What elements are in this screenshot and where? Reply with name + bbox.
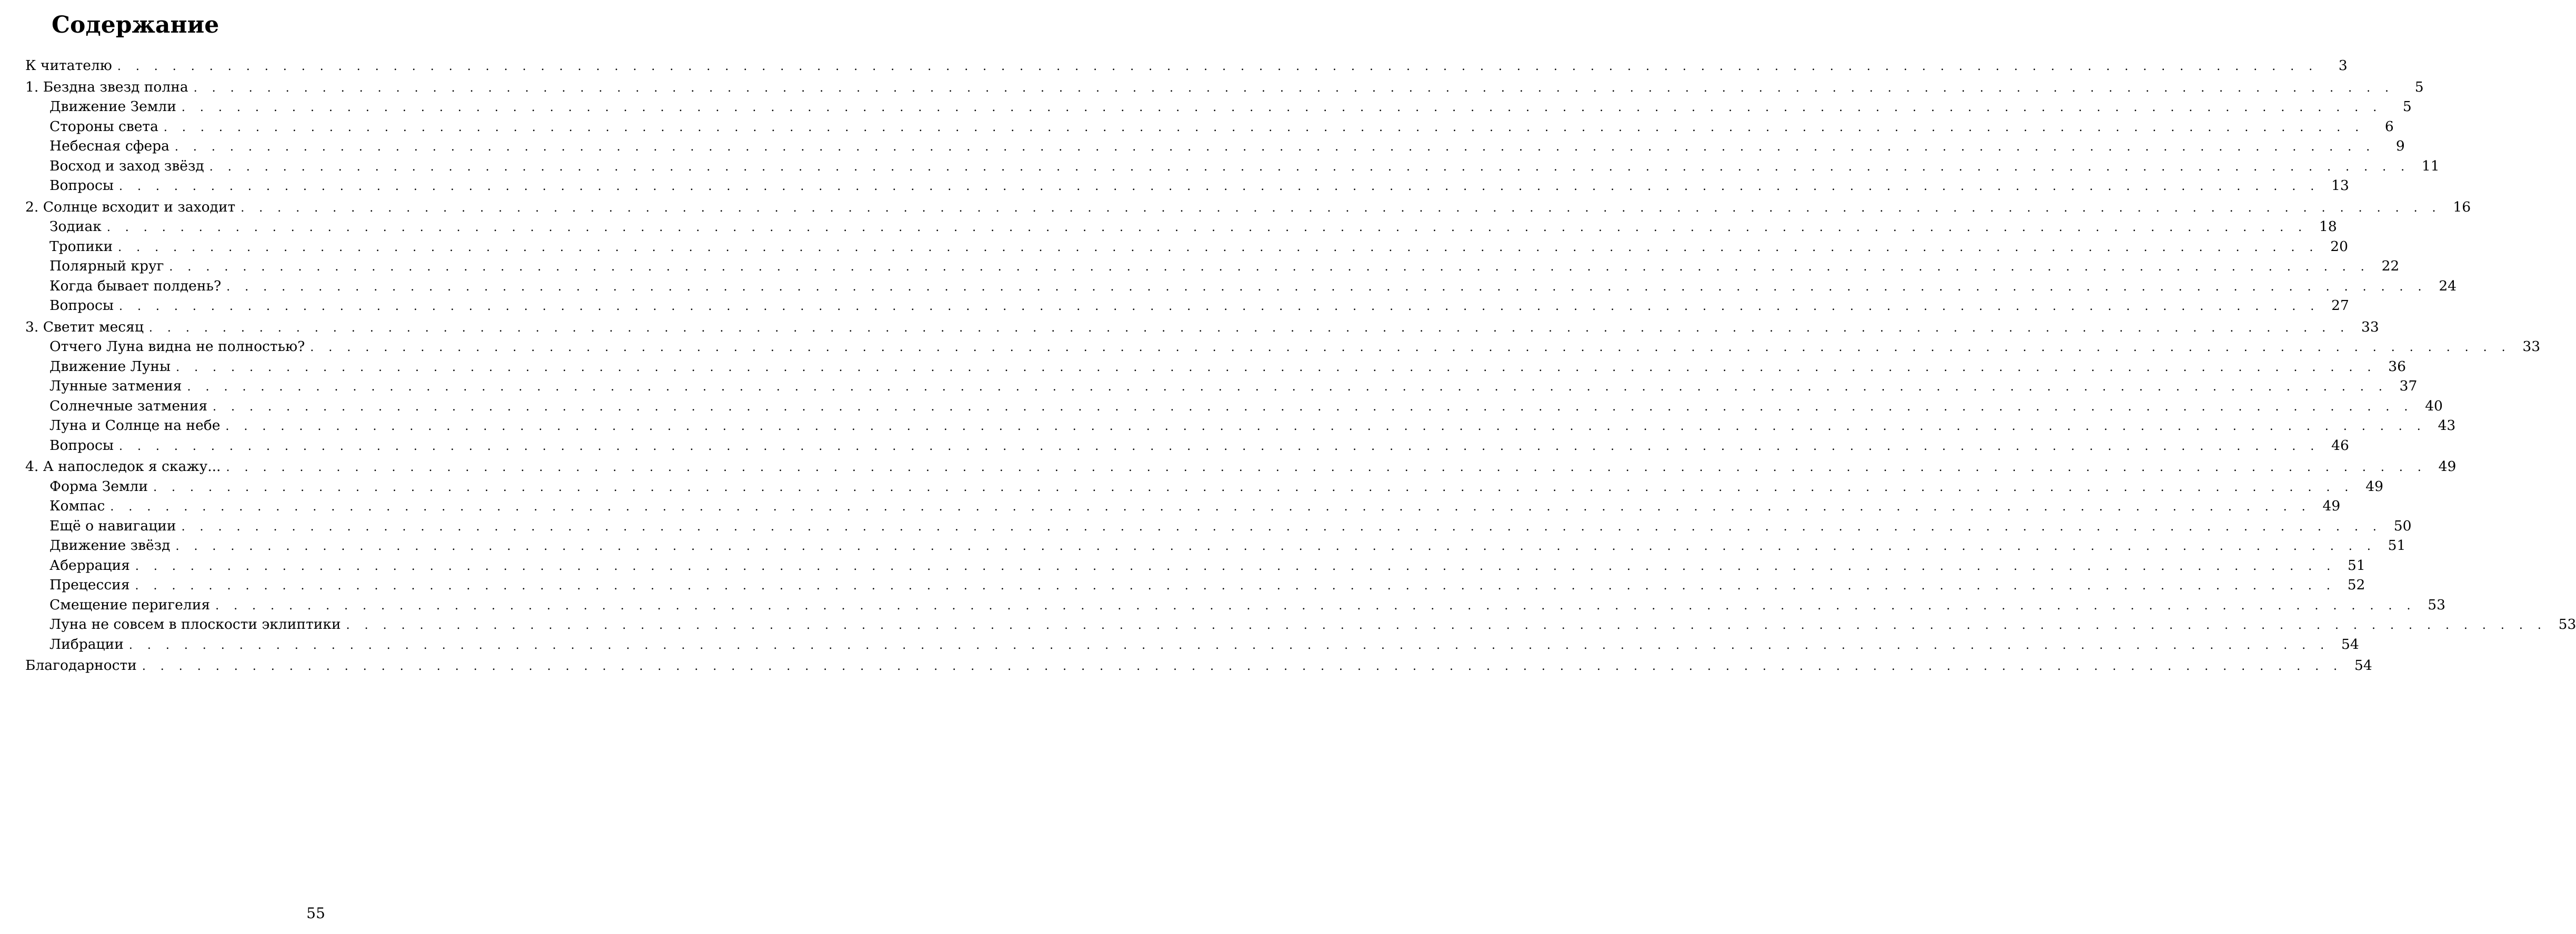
toc-entry-page: 33 (2522, 338, 2541, 355)
toc-dot-leader: . . . . . . . . . . . . . . . . . . . . . . . . . . . . . . . . . . . . . . . . . . . . . . . . . . . . . . . . . . . . . . . . . . . . . . . . . . . . . . . . . . . . . . . . . . . . . . . . . . . . . . . . . . . . . . . . . . . . . . . . (142, 660, 2343, 673)
toc-dot-leader: . . . . . . . . . . . . . . . . . . . . . . . . . . . . . . . . . . . . . . . . . . . . . . . . . . . . . . . . . . . . . . . . . . . . . . . . . . . . . . . . . . . . . . . . . . . . . . . . . . . . . . . . . . . . . . . . . . . . . . . . (169, 260, 2370, 274)
toc-section-entry[interactable] (25, 536, 2406, 556)
toc-dot-leader: . . . . . . . . . . . . . . . . . . . . . . . . . . . . . . . . . . . . . . . . . . . . . . . . . . . . . . . . . . . . . . . . . . . . . . . . . . . . . . . . . . . . . . . . . . . . . . . . . . . . . . . . . . . . . . . . . . . . . . . . (209, 160, 2410, 174)
toc-chapter-entry[interactable] (25, 77, 2424, 97)
toc-entry-page: 36 (2388, 358, 2406, 375)
toc-entry-label: Стороны света (49, 118, 158, 135)
toc-chapter-entry[interactable] (25, 317, 2379, 337)
toc-entry-label: Либрации (49, 636, 124, 652)
toc-entry-label: Вопросы (49, 437, 114, 454)
toc-entry-label: Луна не совсем в плоскости эклиптики (49, 616, 341, 632)
toc-dot-leader: . . . . . . . . . . . . . . . . . . . . . . . . . . . . . . . . . . . . . . . . . . . . . . . . . . . . . . . . . . . . . . . . . . . . . . . . . . . . . . . . . . . . . . . . . . . . . . . . . . . . . . . . . . . . . . . . . . . . . . . . (118, 300, 2320, 313)
toc-dot-leader: . . . . . . . . . . . . . . . . . . . . . . . . . . . . . . . . . . . . . . . . . . . . . . . . . . . . . . . . . . . . . . . . . . . . . . . . . . . . . . . . . . . . . . . . . . . . . . . . . . . . . . . . . . . . . . . . . . . . . . . . (193, 81, 2394, 95)
toc-entry-page: 9 (2395, 138, 2405, 154)
toc-entry-page: 24 (2439, 277, 2457, 294)
toc-section-entry[interactable] (25, 396, 2443, 416)
toc-entry-page: 49 (2322, 498, 2341, 514)
toc-entry-page: 49 (2365, 478, 2383, 495)
toc-entry-label: Луна и Солнце на небе (49, 417, 221, 434)
toc-section-entry[interactable] (25, 376, 2418, 396)
toc-dot-leader: . . . . . . . . . . . . . . . . . . . . . . . . . . . . . . . . . . . . . . . . . . . . . . . . . . . . . . . . . . . . . . . . . . . . . . . . . . . . . . . . . . . . . . . . . . . . . . . . . . . . . . . . . . . . . . . . . . . . . . . . (117, 60, 2318, 73)
toc-dot-leader: . . . . . . . . . . . . . . . . . . . . . . . . . . . . . . . . . . . . . . . . . . . . . . . . . . . . . . . . . . . . . . . . . . . . . . . . . . . . . . . . . . . . . . . . . . . . . . . . . . . . . . . . . . . . . . . . . . . . . . . . (118, 180, 2320, 193)
toc-entry-page: 46 (2331, 437, 2349, 454)
toc-entry-label: Восход и заход звёзд (49, 157, 204, 174)
toc-section-entry[interactable] (25, 436, 2349, 456)
toc-section-entry[interactable] (25, 615, 2576, 635)
toc-entry-page: 33 (2361, 318, 2379, 335)
toc-entry-page: 54 (2354, 657, 2372, 674)
toc-dot-leader: . . . . . . . . . . . . . . . . . . . . . . . . . . . . . . . . . . . . . . . . . . . . . . . . . . . . . . . . . . . . . . . . . . . . . . . . . . . . . . . . . . . . . . . . . . . . . . . . . . . . . . . . . . . . . . . . . . . . . . . . (148, 321, 2350, 335)
toc-dot-leader: . . . . . . . . . . . . . . . . . . . . . . . . . . . . . . . . . . . . . . . . . . . . . . . . . . . . . . . . . . . . . . . . . . . . . . . . . . . . . . . . . . . . . . . . . . . . . . . . . . . . . . . . . . . . . . . . . . . . . . . . (225, 420, 2427, 433)
toc-entry-label: Когда бывает полдень? (49, 277, 222, 294)
toc-entry-page: 27 (2331, 297, 2349, 314)
toc-entry-page: 3 (2338, 57, 2348, 74)
toc-section-entry[interactable] (25, 176, 2349, 196)
toc-section-entry[interactable] (25, 296, 2349, 316)
toc-section-entry[interactable] (25, 276, 2457, 296)
toc-entry-label: Небесная сфера (49, 138, 169, 154)
toc-dot-leader: . . . . . . . . . . . . . . . . . . . . . . . . . . . . . . . . . . . . . . . . . . . . . . . . . . . . . . . . . . . . . . . . . . . . . . . . . . . . . . . . . . . . . . . . . . . . . . . . . . . . . . . . . . . . . . . . . . . . . . . . (310, 341, 2511, 354)
toc-entry-page: 54 (2341, 636, 2359, 652)
toc-section-entry[interactable] (25, 136, 2405, 156)
page-title: Содержание (52, 12, 219, 38)
toc-section-entry[interactable] (25, 217, 2337, 237)
toc-section-entry[interactable] (25, 256, 2400, 276)
toc-dot-leader: . . . . . . . . . . . . . . . . . . . . . . . . . . . . . . . . . . . . . . . . . . . . . . . . . . . . . . . . . . . . . . . . . . . . . . . . . . . . . . . . . . . . . . . . . . . . . . . . . . . . . . . . . . . . . . . . . . . . . . . . (176, 360, 2377, 374)
toc-dot-leader: . . . . . . . . . . . . . . . . . . . . . . . . . . . . . . . . . . . . . . . . . . . . . . . . . . . . . . . . . . . . . . . . . . . . . . . . . . . . . . . . . . . . . . . . . . . . . . . . . . . . . . . . . . . . . . . . . . . . . . . . (213, 400, 2413, 414)
toc-entry-label: 2. Солнце всходит и заходит (25, 198, 236, 215)
toc-section-entry[interactable] (25, 635, 2359, 655)
toc-entry-label: 3. Светит месяц (25, 318, 144, 335)
toc-section-entry[interactable] (25, 416, 2456, 436)
toc-entry-page: 43 (2438, 417, 2456, 434)
toc-entry-page: 51 (2348, 557, 2365, 574)
toc-entry-label: Вопросы (49, 297, 114, 314)
toc-section-entry[interactable] (25, 516, 2412, 536)
toc-entry-label: Тропики (49, 238, 113, 255)
toc-entry-label: Смещение перигелия (49, 596, 211, 613)
toc-section-entry[interactable] (25, 117, 2394, 137)
toc-entry-label: Прецессия (49, 577, 130, 593)
toc-dot-leader: . . . . . . . . . . . . . . . . . . . . . . . . . . . . . . . . . . . . . . . . . . . . . . . . . . . . . . . . . . . . . . . . . . . . . . . . . . . . . . . . . . . . . . . . . . . . . . . . . . . . . . . . . . . . . . . . . . . . . . . . (135, 579, 2336, 592)
toc-entry-label: Форма Земли (49, 478, 148, 495)
toc-section-entry[interactable] (25, 237, 2349, 257)
toc-entry-label: 4. А напоследок я скажу... (25, 458, 221, 475)
toc-entry-label: Компас (49, 498, 105, 514)
toc-entry-page: 40 (2425, 397, 2443, 414)
toc-dot-leader: . . . . . . . . . . . . . . . . . . . . . . . . . . . . . . . . . . . . . . . . . . . . . . . . . . . . . . . . . . . . . . . . . . . . . . . . . . . . . . . . . . . . . . . . . . . . . . . . . . . . . . . . . . . . . . . . . . . . . . . . (118, 240, 2319, 254)
toc-chapter-entry[interactable] (25, 457, 2457, 477)
toc-entry-label: Вопросы (49, 177, 114, 194)
toc-entry-label: Движение Земли (49, 98, 176, 115)
toc-entry-page: 22 (2381, 258, 2400, 274)
toc-dot-leader: . . . . . . . . . . . . . . . . . . . . . . . . . . . . . . . . . . . . . . . . . . . . . . . . . . . . . . . . . . . . . . . . . . . . . . . . . . . . . . . . . . . . . . . . . . . . . . . . . . . . . . . . . . . . . . . . . . . . . . . . (118, 439, 2320, 453)
toc-entry-page: 6 (2384, 118, 2394, 135)
toc-dot-leader: . . . . . . . . . . . . . . . . . . . . . . . . . . . . . . . . . . . . . . . . . . . . . . . . . . . . . . . . . . . . . . . . . . . . . . . . . . . . . . . . . . . . . . . . . . . . . . . . . . . . . . . . . . . . . . . . . . . . . . . . (163, 120, 2364, 134)
toc-section-entry[interactable] (25, 556, 2365, 576)
toc-dot-leader: . . . . . . . . . . . . . . . . . . . . . . . . . . . . . . . . . . . . . . . . . . . . . . . . . . . . . . . . . . . . . . . . . . . . . . . . . . . . . . . . . . . . . . . . . . . . . . . . . . . . . . . . . . . . . . . . . . . . . . . . (346, 619, 2547, 632)
toc-dot-leader: . . . . . . . . . . . . . . . . . . . . . . . . . . . . . . . . . . . . . . . . . . . . . . . . . . . . . . . . . . . . . . . . . . . . . . . . . . . . . . . . . . . . . . . . . . . . . . . . . . . . . . . . . . . . . . . . . . . . . . . . (175, 540, 2377, 553)
toc-section-entry[interactable] (25, 337, 2541, 357)
toc-entry-page: 53 (2558, 616, 2576, 632)
toc-entry-label: Солнечные затмения (49, 397, 208, 414)
toc-section-entry[interactable] (25, 496, 2341, 516)
toc-dot-leader: . . . . . . . . . . . . . . . . . . . . . . . . . . . . . . . . . . . . . . . . . . . . . . . . . . . . . . . . . . . . . . . . . . . . . . . . . . . . . . . . . . . . . . . . . . . . . . . . . . . . . . . . . . . . . . . . . . . . . . . . (153, 480, 2354, 494)
toc-entry-page: 13 (2331, 177, 2349, 194)
toc-entry-label: Зодиак (49, 218, 102, 235)
toc-entry-label: Аберрация (49, 557, 130, 574)
toc-dot-leader: . . . . . . . . . . . . . . . . . . . . . . . . . . . . . . . . . . . . . . . . . . . . . . . . . . . . . . . . . . . . . . . . . . . . . . . . . . . . . . . . . . . . . . . . . . . . . . . . . . . . . . . . . . . . . . . . . . . . . . . . (226, 461, 2427, 474)
toc-entry-label: Благодарности (25, 657, 137, 674)
toc-chapter-entry[interactable] (25, 56, 2348, 76)
table-of-contents (25, 56, 2576, 676)
toc-chapter-entry[interactable] (25, 656, 2372, 676)
toc-section-entry[interactable] (25, 97, 2412, 117)
toc-dot-leader: . . . . . . . . . . . . . . . . . . . . . . . . . . . . . . . . . . . . . . . . . . . . . . . . . . . . . . . . . . . . . . . . . . . . . . . . . . . . . . . . . . . . . . . . . . . . . . . . . . . . . . . . . . . . . . . . . . . . . . . . (215, 599, 2416, 612)
toc-entry-page: 20 (2330, 238, 2349, 255)
toc-entry-page: 50 (2393, 517, 2412, 534)
toc-dot-leader: . . . . . . . . . . . . . . . . . . . . . . . . . . . . . . . . . . . . . . . . . . . . . . . . . . . . . . . . . . . . . . . . . . . . . . . . . . . . . . . . . . . . . . . . . . . . . . . . . . . . . . . . . . . . . . . . . . . . . . . . (187, 380, 2388, 394)
toc-entry-page: 53 (2428, 596, 2445, 613)
toc-entry-label: Отчего Луна видна не полностью? (49, 338, 305, 355)
toc-dot-leader: . . . . . . . . . . . . . . . . . . . . . . . . . . . . . . . . . . . . . . . . . . . . . . . . . . . . . . . . . . . . . . . . . . . . . . . . . . . . . . . . . . . . . . . . . . . . . . . . . . . . . . . . . . . . . . . . . . . . . . . . (128, 638, 2330, 652)
toc-entry-label: Полярный круг (49, 258, 164, 274)
toc-dot-leader: . . . . . . . . . . . . . . . . . . . . . . . . . . . . . . . . . . . . . . . . . . . . . . . . . . . . . . . . . . . . . . . . . . . . . . . . . . . . . . . . . . . . . . . . . . . . . . . . . . . . . . . . . . . . . . . . . . . . . . . . (174, 140, 2375, 154)
toc-entry-label: Ещё о навигации (49, 517, 176, 534)
toc-dot-leader: . . . . . . . . . . . . . . . . . . . . . . . . . . . . . . . . . . . . . . . . . . . . . . . . . . . . . . . . . . . . . . . . . . . . . . . . . . . . . . . . . . . . . . . . . . . . . . . . . . . . . . . . . . . . . . . . . . . . . . . . (181, 101, 2382, 114)
toc-dot-leader: . . . . . . . . . . . . . . . . . . . . . . . . . . . . . . . . . . . . . . . . . . . . . . . . . . . . . . . . . . . . . . . . . . . . . . . . . . . . . . . . . . . . . . . . . . . . . . . . . . . . . . . . . . . . . . . . . . . . . . . . (181, 520, 2382, 534)
toc-section-entry[interactable] (25, 575, 2365, 595)
toc-section-entry[interactable] (25, 477, 2383, 497)
toc-entry-page: 37 (2399, 378, 2418, 394)
page-number: 55 (306, 905, 325, 922)
toc-entry-page: 52 (2347, 577, 2365, 593)
toc-dot-leader: . . . . . . . . . . . . . . . . . . . . . . . . . . . . . . . . . . . . . . . . . . . . . . . . . . . . . . . . . . . . . . . . . . . . . . . . . . . . . . . . . . . . . . . . . . . . . . . . . . . . . . . . . . . . . . . . . . . . . . . . (241, 201, 2442, 215)
toc-entry-label: Движение звёзд (49, 537, 171, 554)
toc-entry-page: 18 (2319, 218, 2337, 235)
toc-entry-page: 11 (2421, 157, 2440, 174)
toc-chapter-entry[interactable] (25, 197, 2471, 217)
toc-dot-leader: . . . . . . . . . . . . . . . . . . . . . . . . . . . . . . . . . . . . . . . . . . . . . . . . . . . . . . . . . . . . . . . . . . . . . . . . . . . . . . . . . . . . . . . . . . . . . . . . . . . . . . . . . . . . . . . . . . . . . . . . (106, 221, 2308, 234)
toc-section-entry[interactable] (25, 156, 2440, 176)
toc-entry-page: 5 (2414, 78, 2424, 95)
toc-dot-leader: . . . . . . . . . . . . . . . . . . . . . . . . . . . . . . . . . . . . . . . . . . . . . . . . . . . . . . . . . . . . . . . . . . . . . . . . . . . . . . . . . . . . . . . . . . . . . . . . . . . . . . . . . . . . . . . . . . . . . . . . (110, 500, 2311, 514)
toc-section-entry[interactable] (25, 595, 2445, 615)
toc-entry-label: К читателю (25, 57, 112, 74)
toc-entry-page: 51 (2388, 537, 2406, 554)
toc-entry-label: Движение Луны (49, 358, 171, 375)
toc-entry-page: 5 (2402, 98, 2412, 115)
toc-dot-leader: . . . . . . . . . . . . . . . . . . . . . . . . . . . . . . . . . . . . . . . . . . . . . . . . . . . . . . . . . . . . . . . . . . . . . . . . . . . . . . . . . . . . . . . . . . . . . . . . . . . . . . . . . . . . . . . . . . . . . . . . (135, 559, 2336, 573)
toc-dot-leader: . . . . . . . . . . . . . . . . . . . . . . . . . . . . . . . . . . . . . . . . . . . . . . . . . . . . . . . . . . . . . . . . . . . . . . . . . . . . . . . . . . . . . . . . . . . . . . . . . . . . . . . . . . . . . . . . . . . . . . . . (226, 280, 2428, 294)
toc-entry-label: 1. Бездна звезд полна (25, 78, 188, 95)
toc-section-entry[interactable] (25, 357, 2406, 377)
toc-entry-page: 16 (2453, 198, 2471, 215)
toc-entry-label: Лунные затмения (49, 378, 182, 394)
toc-entry-page: 49 (2438, 458, 2457, 475)
